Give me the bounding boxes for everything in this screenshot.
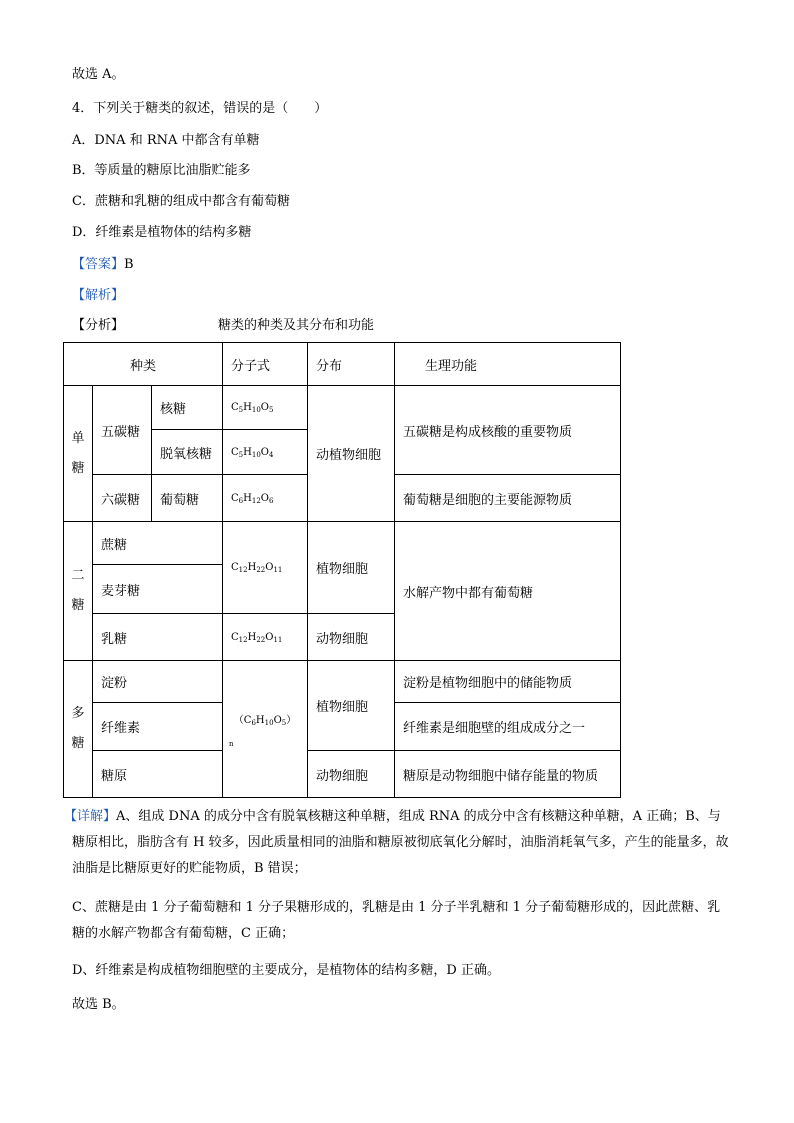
lactose-formula: $C_{12}H_{22}O_{11}$ [223, 614, 308, 661]
answer-tag: 【答案】 [72, 257, 125, 272]
detail-paragraph-2: C、蔗糖是由 1 分子葡萄糖和 1 分子果糖形成的，乳糖是由 1 分子半乳糖和 1 分子葡萄糖形成的，因此蔗糖、乳糖的水解产物都含有葡萄糖，C 正确； [72, 900, 721, 941]
di-function: 水解产物中都有葡萄糖 [395, 522, 621, 661]
group-mono-label: 单糖 [71, 430, 85, 476]
glycogen-cell: 糖原 [93, 751, 223, 798]
ribose-formula: $C_5H_{10}O_5$ [223, 386, 308, 430]
table-title: 糖类的种类及其分布和功能 [218, 318, 375, 333]
group-di-label: 二糖 [71, 568, 85, 613]
option-b: B．等质量的糖原比油脂贮能多 [72, 163, 251, 178]
plant-disaccharide-formula: $C_{12}H_{22}O_{11}$ [223, 522, 308, 614]
table-header-row [64, 343, 621, 386]
glucose-function: 葡萄糖是细胞的主要能源物质 [395, 475, 621, 522]
mono-distribution: 动植物细胞 [308, 386, 395, 522]
question-stem: 4．下列关于糖类的叙述，错误的是（ ） [72, 101, 328, 116]
polysaccharide-formula: $(C_6H_{10}O_5)$ n [223, 661, 308, 798]
glucose-formula: $C_6H_{12}O_6$ [223, 475, 308, 522]
previous-conclusion: 故选 A。 [72, 67, 125, 82]
pentose-cell: 五碳糖 [93, 386, 152, 475]
header-distribution: 分布 [308, 343, 395, 386]
sucrose-cell: 蔗糖 [93, 522, 223, 565]
maltose-cell: 麦芽糖 [93, 565, 223, 614]
group-di [64, 522, 93, 661]
group-poly-label: 多糖 [71, 706, 85, 751]
analysis-tag [72, 287, 124, 305]
pentose-function: 五碳糖是构成核酸的重要物质 [395, 386, 621, 475]
fenxi-tag: 【分析】 [72, 318, 125, 333]
header-function: 生理功能 [395, 343, 621, 386]
cellulose-function: 纤维素是细胞壁的组成成分之一 [395, 703, 621, 751]
detail-p1: A、组成 DNA 的成分中含有脱氧核糖这种单糖，组成 RNA 的成分中含有核糖这种单糖，A 正确；B、与糖原相比，脂肪含有 H 较多，因此质量相同的油脂和糖原被彻底氧化分解时，油脂消耗氧气多，产生的能量多，故油脂是比糖原更好的贮能物质，B 错误； [72, 809, 729, 876]
cellulose-cell: 纤维素 [93, 703, 223, 751]
answer-line [72, 256, 134, 274]
table-row [64, 522, 621, 565]
di-animal-distribution: 动物细胞 [308, 614, 395, 661]
analysis-tag-text: 【解析】 [72, 288, 125, 303]
detail-paragraph-3: D、纤维素是构成植物细胞壁的主要成分，是植物体的结构多糖，D 正确。 [72, 963, 500, 978]
table-row [64, 661, 621, 703]
deoxyribose-cell: 脱氧核糖 [152, 430, 223, 475]
fenxi-line [72, 317, 374, 335]
header-formula: 分子式 [223, 343, 308, 386]
final-conclusion: 故选 B。 [72, 997, 125, 1012]
header-kind: 种类 [64, 343, 223, 386]
option-a: A．DNA 和 RNA 中都含有单糖 [72, 133, 260, 148]
option-c: C．蔗糖和乳糖的组成中都含有葡萄糖 [72, 194, 290, 209]
glycogen-function: 糖原是动物细胞中储存能量的物质 [395, 751, 621, 798]
poly-plant-distribution: 植物细胞 [308, 661, 395, 751]
table-row [64, 386, 621, 430]
lactose-cell: 乳糖 [93, 614, 223, 661]
group-mono [64, 386, 93, 522]
starch-function: 淀粉是植物细胞中的储能物质 [395, 661, 621, 703]
sugar-table [63, 342, 621, 798]
hexose-cell: 六碳糖 [93, 475, 152, 522]
ribose-cell: 核糖 [152, 386, 223, 430]
glucose-cell: 葡萄糖 [152, 475, 223, 522]
answer-value: B [124, 257, 134, 272]
poly-animal-distribution: 动物细胞 [308, 751, 395, 798]
option-d: D．纤维素是植物体的结构多糖 [72, 225, 252, 240]
di-plant-distribution: 植物细胞 [308, 522, 395, 614]
deoxyribose-formula: $C_5H_{10}O_4$ [223, 430, 308, 475]
group-poly [64, 661, 93, 798]
starch-cell: 淀粉 [93, 661, 223, 703]
detail-paragraph-1 [64, 804, 732, 882]
table-row [64, 751, 621, 798]
detail-tag: 【详解】 [64, 809, 117, 824]
